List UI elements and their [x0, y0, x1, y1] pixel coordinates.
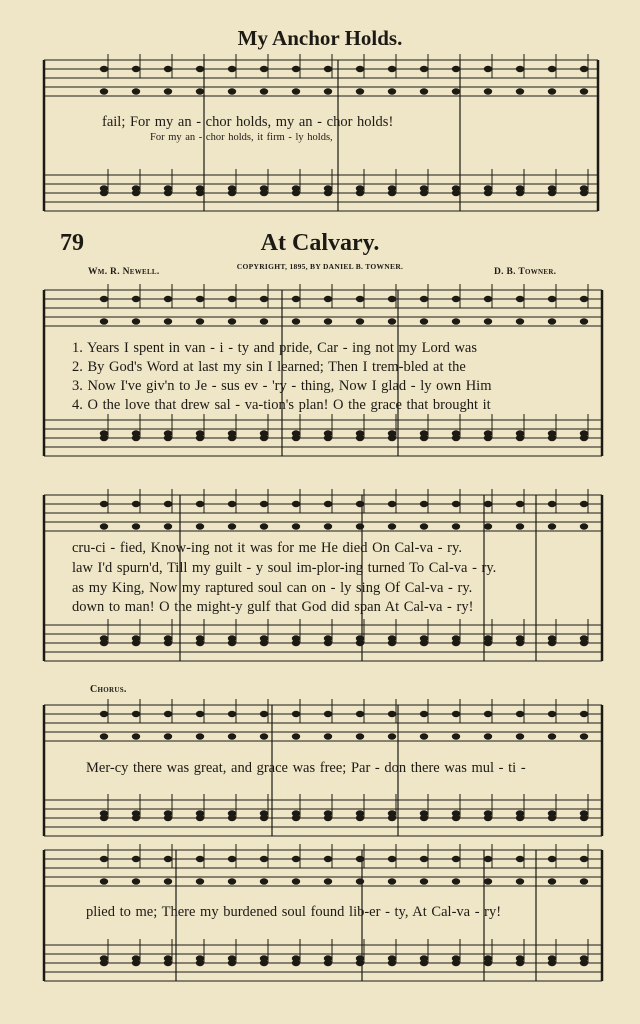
note-head [100, 88, 108, 94]
note-head [228, 960, 236, 966]
note-head [548, 711, 556, 717]
note-head [420, 318, 428, 324]
copyright-notice: COPYRIGHT, 1895, BY DANIEL B. TOWNER. [236, 262, 404, 271]
note-head [548, 878, 556, 884]
note-head [228, 523, 236, 529]
note-head [580, 711, 588, 717]
note-head [356, 878, 364, 884]
verse-line-4b: down to man! O the might-y gulf that God did span At Cal-va - ry! [72, 599, 474, 615]
note-head [164, 960, 172, 966]
note-head [388, 523, 396, 529]
note-head [324, 88, 332, 94]
note-head [452, 815, 460, 821]
note-head [196, 66, 204, 72]
note-head [132, 523, 140, 529]
note-head [132, 435, 140, 441]
note-head [260, 711, 268, 717]
note-head [388, 711, 396, 717]
note-head [548, 733, 556, 739]
note-head [580, 856, 588, 862]
note-head [452, 66, 460, 72]
note-head [324, 318, 332, 324]
note-head [516, 66, 524, 72]
note-head [260, 190, 268, 196]
note-head [196, 815, 204, 821]
note-head [356, 435, 364, 441]
note-head [132, 190, 140, 196]
note-head [228, 435, 236, 441]
note-head [164, 640, 172, 646]
composer: D. B. Towner. [494, 267, 557, 277]
note-head [100, 523, 108, 529]
note-head [580, 523, 588, 529]
note-head [228, 733, 236, 739]
note-head [484, 88, 492, 94]
note-head [516, 523, 524, 529]
lyricist: Wm. R. Newell. [88, 267, 160, 277]
note-head [548, 856, 556, 862]
note-head [388, 66, 396, 72]
note-head [324, 711, 332, 717]
hymn-number: 79 [60, 230, 84, 256]
note-head [580, 878, 588, 884]
note-head [356, 711, 364, 717]
note-head [324, 856, 332, 862]
note-head [196, 856, 204, 862]
note-head [164, 190, 172, 196]
note-head [484, 640, 492, 646]
note-head [292, 88, 300, 94]
note-head [452, 711, 460, 717]
note-head [388, 435, 396, 441]
note-head [228, 640, 236, 646]
note-head [452, 88, 460, 94]
note-head [196, 296, 204, 302]
verse-line-1a: 1. Years I spent in van - i - ty and pride, Car - ing not my Lord was [72, 340, 478, 356]
note-head [324, 523, 332, 529]
note-head [580, 733, 588, 739]
note-head [100, 66, 108, 72]
verse-line-2b: law I'd spurn'd, Till my guilt - y soul im-plor-ing turned To Cal-va - ry. [72, 560, 497, 576]
note-head [516, 711, 524, 717]
note-head [420, 435, 428, 441]
note-head [292, 523, 300, 529]
note-head [196, 501, 204, 507]
note-head [516, 815, 524, 821]
note-head [420, 523, 428, 529]
note-head [356, 66, 364, 72]
note-head [420, 960, 428, 966]
note-head [356, 733, 364, 739]
note-head [420, 296, 428, 302]
note-head [548, 190, 556, 196]
note-head [196, 190, 204, 196]
note-head [580, 815, 588, 821]
note-head [420, 815, 428, 821]
note-head [132, 815, 140, 821]
note-head [260, 435, 268, 441]
note-head [356, 523, 364, 529]
note-head [548, 88, 556, 94]
note-head [388, 190, 396, 196]
note-head [388, 88, 396, 94]
note-head [388, 815, 396, 821]
note-head [132, 960, 140, 966]
note-head [292, 318, 300, 324]
note-head [164, 296, 172, 302]
note-head [292, 435, 300, 441]
note-head [388, 856, 396, 862]
note-head [324, 733, 332, 739]
note-head [100, 501, 108, 507]
note-head [516, 296, 524, 302]
note-head [484, 318, 492, 324]
note-head [196, 523, 204, 529]
note-head [356, 318, 364, 324]
note-head [260, 960, 268, 966]
note-head [100, 296, 108, 302]
note-head [484, 711, 492, 717]
note-head [452, 856, 460, 862]
note-head [356, 856, 364, 862]
note-head [580, 296, 588, 302]
note-head [132, 733, 140, 739]
note-head [228, 88, 236, 94]
note-head [100, 960, 108, 966]
note-head [420, 88, 428, 94]
previous-hymn-title: My Anchor Holds. [237, 26, 403, 50]
note-head [516, 88, 524, 94]
note-head [100, 640, 108, 646]
note-head [100, 856, 108, 862]
note-head [484, 523, 492, 529]
note-head [452, 523, 460, 529]
note-head [484, 960, 492, 966]
note-head [196, 640, 204, 646]
note-head [452, 190, 460, 196]
verse-line-1b: cru-ci - fied, Know-ing not it was for me He died On Cal-va - ry. [72, 540, 462, 556]
verse-line-2a: 2. By God's Word at last my sin I learned; Then I trem-bled at the [72, 359, 466, 375]
note-head [132, 88, 140, 94]
note-head [484, 878, 492, 884]
note-head [228, 501, 236, 507]
note-head [260, 733, 268, 739]
note-head [164, 733, 172, 739]
note-head [228, 296, 236, 302]
note-head [324, 960, 332, 966]
note-head [228, 815, 236, 821]
note-head [356, 501, 364, 507]
hymn-title: At Calvary. [260, 230, 380, 256]
note-head [196, 318, 204, 324]
note-head [164, 501, 172, 507]
note-head [196, 733, 204, 739]
previous-hymn-lyric: fail; For my an - chor holds, my an - chor holds! [102, 114, 394, 130]
verse-line-4a: 4. O the love that drew sal - va-tion's plan! O the grace that brought it [72, 397, 491, 413]
note-head [516, 435, 524, 441]
note-head [484, 501, 492, 507]
note-head [356, 815, 364, 821]
note-head [292, 856, 300, 862]
note-head [324, 815, 332, 821]
note-head [260, 66, 268, 72]
note-head [356, 190, 364, 196]
note-head [548, 640, 556, 646]
note-head [164, 66, 172, 72]
note-head [484, 296, 492, 302]
note-head [324, 296, 332, 302]
note-head [548, 523, 556, 529]
note-head [100, 878, 108, 884]
note-head [388, 318, 396, 324]
note-head [260, 856, 268, 862]
note-head [228, 711, 236, 717]
note-head [548, 296, 556, 302]
note-head [100, 190, 108, 196]
note-head [580, 435, 588, 441]
note-head [260, 640, 268, 646]
note-head [452, 501, 460, 507]
note-head [420, 640, 428, 646]
note-head [324, 190, 332, 196]
note-head [228, 318, 236, 324]
note-head [132, 501, 140, 507]
note-head [292, 296, 300, 302]
note-head [100, 318, 108, 324]
note-head [100, 815, 108, 821]
note-head [548, 435, 556, 441]
note-head [260, 318, 268, 324]
note-head [452, 640, 460, 646]
note-head [548, 960, 556, 966]
note-head [452, 878, 460, 884]
note-head [484, 856, 492, 862]
note-head [420, 501, 428, 507]
chorus-line-1: Mer-cy there was great, and grace was free; Par - don there was mul - ti - [86, 760, 526, 776]
note-head [100, 435, 108, 441]
note-head [516, 318, 524, 324]
note-head [548, 318, 556, 324]
note-head [132, 640, 140, 646]
note-head [452, 435, 460, 441]
note-head [356, 640, 364, 646]
verse-line-3a: 3. Now I've giv'n to Je - sus ev - 'ry - thing, Now I glad - ly own Him [72, 378, 492, 394]
note-head [292, 878, 300, 884]
note-head [260, 815, 268, 821]
note-head [516, 856, 524, 862]
note-head [356, 296, 364, 302]
note-head [164, 711, 172, 717]
note-head [484, 733, 492, 739]
note-head [516, 640, 524, 646]
note-head [452, 960, 460, 966]
note-head [420, 856, 428, 862]
note-head [260, 296, 268, 302]
note-head [292, 66, 300, 72]
note-head [580, 960, 588, 966]
note-head [260, 501, 268, 507]
note-head [196, 960, 204, 966]
note-head [196, 711, 204, 717]
note-head [196, 88, 204, 94]
note-head [228, 878, 236, 884]
note-head [292, 733, 300, 739]
note-head [100, 733, 108, 739]
note-head [164, 435, 172, 441]
note-head [228, 190, 236, 196]
note-head [516, 733, 524, 739]
note-head [164, 88, 172, 94]
note-head [132, 856, 140, 862]
note-head [132, 66, 140, 72]
note-head [292, 640, 300, 646]
note-head [292, 960, 300, 966]
note-head [196, 878, 204, 884]
note-head [484, 435, 492, 441]
note-head [580, 318, 588, 324]
note-head [292, 190, 300, 196]
note-head [420, 733, 428, 739]
note-head [132, 296, 140, 302]
note-head [100, 711, 108, 717]
note-head [452, 318, 460, 324]
note-head [548, 501, 556, 507]
note-head [164, 878, 172, 884]
note-head [580, 501, 588, 507]
note-head [388, 878, 396, 884]
note-head [324, 501, 332, 507]
note-head [388, 296, 396, 302]
note-head [356, 960, 364, 966]
note-head [324, 435, 332, 441]
note-head [356, 88, 364, 94]
note-head [420, 66, 428, 72]
chorus-label: Chorus. [90, 684, 127, 695]
note-head [260, 878, 268, 884]
note-head [452, 733, 460, 739]
chorus-line-2: plied to me; There my burdened soul found lib-er - ty, At Cal-va - ry! [86, 904, 502, 920]
note-head [132, 711, 140, 717]
note-head [420, 878, 428, 884]
note-head [580, 640, 588, 646]
verse-line-3b: as my King, Now my raptured soul can on - ly sing Of Cal-va - ry. [72, 580, 473, 596]
note-head [164, 318, 172, 324]
note-head [388, 733, 396, 739]
note-head [132, 318, 140, 324]
note-head [548, 66, 556, 72]
note-head [388, 501, 396, 507]
note-head [516, 960, 524, 966]
note-head [580, 190, 588, 196]
note-head [164, 856, 172, 862]
note-head [420, 711, 428, 717]
note-head [420, 190, 428, 196]
note-head [516, 878, 524, 884]
note-head [484, 66, 492, 72]
note-head [484, 815, 492, 821]
note-head [388, 960, 396, 966]
note-head [260, 88, 268, 94]
note-head [292, 815, 300, 821]
note-head [196, 435, 204, 441]
note-head [388, 640, 396, 646]
previous-hymn-lyric-alto: For my an - chor holds, it firm - ly holds, [150, 132, 333, 143]
note-head [516, 190, 524, 196]
note-head [164, 523, 172, 529]
note-head [324, 66, 332, 72]
note-head [324, 878, 332, 884]
note-head [324, 640, 332, 646]
note-head [484, 190, 492, 196]
note-head [228, 856, 236, 862]
note-head [580, 88, 588, 94]
note-head [452, 296, 460, 302]
note-head [548, 815, 556, 821]
note-head [228, 66, 236, 72]
note-head [516, 501, 524, 507]
note-head [580, 66, 588, 72]
note-head [292, 711, 300, 717]
note-head [132, 878, 140, 884]
note-head [164, 815, 172, 821]
note-head [292, 501, 300, 507]
note-head [260, 523, 268, 529]
